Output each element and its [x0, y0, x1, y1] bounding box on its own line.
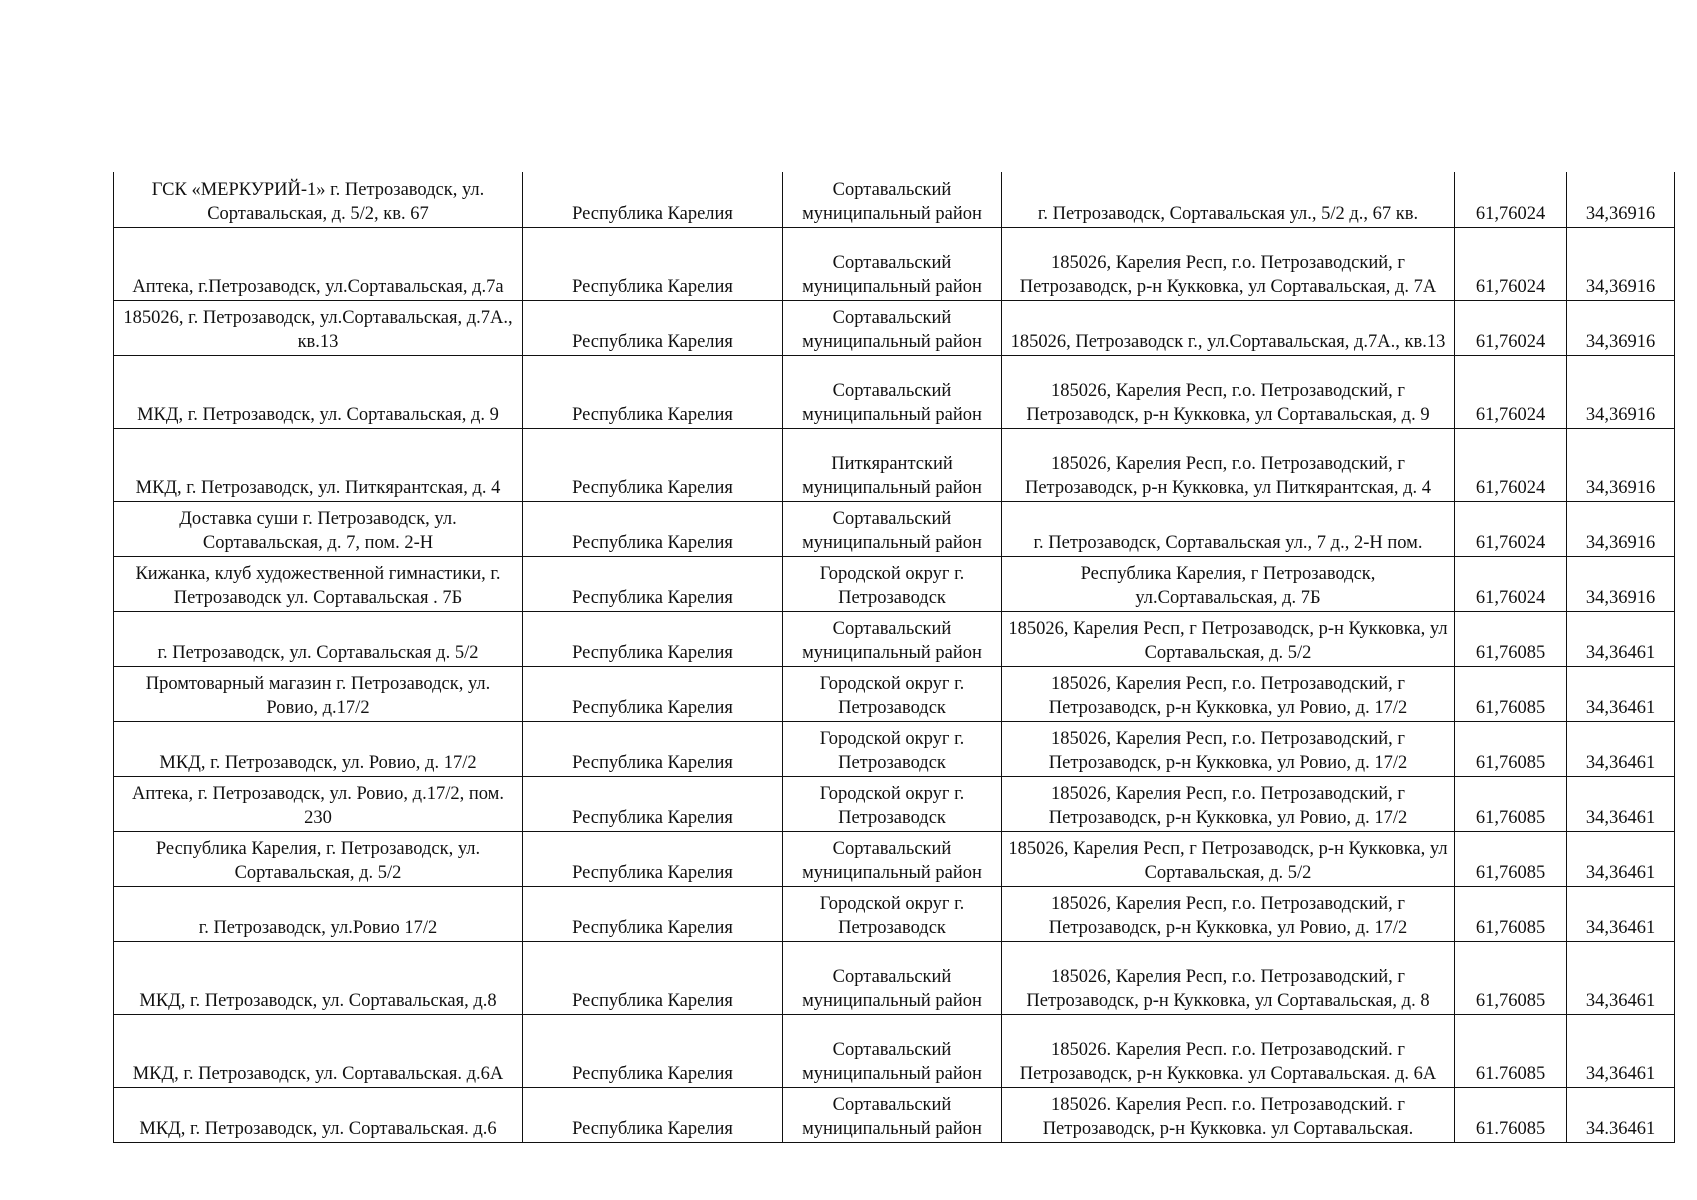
- region-cell-text: Республика Карелия: [572, 1119, 733, 1139]
- latitude-cell: 61,76085: [1455, 942, 1567, 1015]
- longitude-cell: 34,36461: [1567, 832, 1675, 887]
- object-name-cell: Республика Карелия, г. Петрозаводск, ул. Сортавальская, д. 5/2: [114, 832, 523, 887]
- longitude-cell: 34,36461: [1567, 942, 1675, 1015]
- object-name-cell: ГСК «МЕРКУРИЙ-1» г. Петрозаводск, ул. Сортавальская, д. 5/2, кв. 67: [114, 172, 523, 228]
- address-cell: 185026. Карелия Респ. г.о. Петрозаводский. г Петрозаводск, р-н Кукковка. ул Сортавальская. д. 6А: [1002, 1015, 1455, 1088]
- latitude-cell: [1455, 1088, 1567, 1143]
- district-cell: Сортавальский муниципальный район: [783, 228, 1002, 301]
- object-name-cell: [114, 1088, 523, 1143]
- longitude-cell: 34,36916: [1567, 356, 1675, 429]
- region-cell: [523, 1088, 783, 1143]
- table-row: [114, 557, 1675, 612]
- table-row: [114, 777, 1675, 832]
- object-name-cell: Кижанка, клуб художественной гимнастики, г. Петрозаводск ул. Сортавальская . 7Б: [114, 557, 523, 612]
- object-name-cell: 185026, г. Петрозаводск, ул.Сортавальская, д.7А., кв.13: [114, 301, 523, 356]
- address-cell: 185026, Карелия Респ, г Петрозаводск, р-н Кукковка, ул Сортавальская, д. 5/2: [1002, 832, 1455, 887]
- table-row: [114, 429, 1675, 502]
- district-cell: Сортавальский муниципальный район: [783, 301, 1002, 356]
- latitude-cell: 61,76024: [1455, 502, 1567, 557]
- table-row: [114, 356, 1675, 429]
- latitude-cell: 61,76085: [1455, 832, 1567, 887]
- latitude-cell: 61,76024: [1455, 172, 1567, 228]
- object-name-cell: МКД, г. Петрозаводск, ул. Питкярантская, д. 4: [114, 429, 523, 502]
- address-table-body: [114, 172, 1675, 1143]
- region-cell: Республика Карелия: [523, 502, 783, 557]
- region-cell: Республика Карелия: [523, 832, 783, 887]
- district-cell-text: Сортавальский муниципальный район: [802, 1095, 982, 1139]
- object-name-cell: МКД, г. Петрозаводск, ул. Сортавальская, д. 9: [114, 356, 523, 429]
- object-name-cell: Аптека, г.Петрозаводск, ул.Сортавальская, д.7а: [114, 228, 523, 301]
- region-cell: Республика Карелия: [523, 942, 783, 1015]
- object-name-cell: МКД, г. Петрозаводск, ул. Сортавальская. д.6А: [114, 1015, 523, 1088]
- latitude-cell: 61,76085: [1455, 777, 1567, 832]
- longitude-cell: 34,36461: [1567, 887, 1675, 942]
- latitude-cell: 61,76024: [1455, 557, 1567, 612]
- district-cell: Городской округ г. Петрозаводск: [783, 777, 1002, 832]
- address-cell: Республика Карелия, г Петрозаводск, ул.Сортавальская, д. 7Б: [1002, 557, 1455, 612]
- address-cell: [1002, 1088, 1455, 1143]
- address-cell: 185026, Карелия Респ, г.о. Петрозаводский, г Петрозаводск, р-н Кукковка, ул Ровио, д. 17/2: [1002, 722, 1455, 777]
- region-cell: Республика Карелия: [523, 172, 783, 228]
- district-cell: Сортавальский муниципальный район: [783, 1015, 1002, 1088]
- table-row: [114, 172, 1675, 228]
- latitude-cell: 61,76085: [1455, 612, 1567, 667]
- district-cell: Сортавальский муниципальный район: [783, 942, 1002, 1015]
- address-cell: 185026, Карелия Респ, г.о. Петрозаводский, г Петрозаводск, р-н Кукковка, ул Ровио, д. 17/2: [1002, 667, 1455, 722]
- address-cell: 185026, Петрозаводск г., ул.Сортавальская, д.7А., кв.13: [1002, 301, 1455, 356]
- object-name-cell: МКД, г. Петрозаводск, ул. Сортавальская, д.8: [114, 942, 523, 1015]
- latitude-cell: 61,76024: [1455, 301, 1567, 356]
- region-cell: Республика Карелия: [523, 1015, 783, 1088]
- longitude-cell: 34,36916: [1567, 429, 1675, 502]
- district-cell: Питкярантский муниципальный район: [783, 429, 1002, 502]
- table-row: [114, 667, 1675, 722]
- object-name-cell: Аптека, г. Петрозаводск, ул. Ровио, д.17/2, пом. 230: [114, 777, 523, 832]
- latitude-cell: 61,76024: [1455, 356, 1567, 429]
- longitude-cell: 34,36916: [1567, 301, 1675, 356]
- address-cell: 185026, Карелия Респ, г.о. Петрозаводский, г Петрозаводск, р-н Кукковка, ул Сортавальская, д. 7А: [1002, 228, 1455, 301]
- district-cell: Сортавальский муниципальный район: [783, 612, 1002, 667]
- longitude-cell: 34,36461: [1567, 777, 1675, 832]
- district-cell: Городской округ г. Петрозаводск: [783, 887, 1002, 942]
- table-row: [114, 832, 1675, 887]
- object-name-cell: г. Петрозаводск, ул. Сортавальская д. 5/2: [114, 612, 523, 667]
- longitude-cell: [1567, 1088, 1675, 1143]
- table-row: [114, 1015, 1675, 1088]
- region-cell: Республика Карелия: [523, 429, 783, 502]
- region-cell: Республика Карелия: [523, 356, 783, 429]
- district-cell: Городской округ г. Петрозаводск: [783, 557, 1002, 612]
- region-cell: Республика Карелия: [523, 612, 783, 667]
- district-cell: [783, 1088, 1002, 1143]
- latitude-cell-text: 61.76085: [1475, 1119, 1546, 1139]
- region-cell: Республика Карелия: [523, 722, 783, 777]
- district-cell: Городской округ г. Петрозаводск: [783, 722, 1002, 777]
- address-cell-text: 185026. Карелия Респ. г.о. Петрозаводский. г Петрозаводск, р-н Кукковка. ул Сортавальская.: [1042, 1095, 1414, 1139]
- table-row: [114, 887, 1675, 942]
- latitude-cell: 61.76085: [1455, 1015, 1567, 1088]
- longitude-cell: 34,36916: [1567, 502, 1675, 557]
- table-row: [114, 1088, 1675, 1143]
- table-row: [114, 228, 1675, 301]
- latitude-cell: 61,76085: [1455, 722, 1567, 777]
- region-cell: Республика Карелия: [523, 301, 783, 356]
- region-cell: Республика Карелия: [523, 557, 783, 612]
- address-table: [113, 172, 1675, 1143]
- region-cell: Республика Карелия: [523, 667, 783, 722]
- district-cell: Сортавальский муниципальный район: [783, 172, 1002, 228]
- region-cell: Республика Карелия: [523, 887, 783, 942]
- district-cell: Городской округ г. Петрозаводск: [783, 667, 1002, 722]
- object-name-cell: Доставка суши г. Петрозаводск, ул. Сортавальская, д. 7, пом. 2-Н: [114, 502, 523, 557]
- longitude-cell: 34,36916: [1567, 228, 1675, 301]
- address-cell: г. Петрозаводск, Сортавальская ул., 5/2 д., 67 кв.: [1002, 172, 1455, 228]
- longitude-cell: 34,36461: [1567, 667, 1675, 722]
- address-cell: 185026, Карелия Респ, г.о. Петрозаводский, г Петрозаводск, р-н Кукковка, ул Сортавальская, д. 9: [1002, 356, 1455, 429]
- address-cell: 185026, Карелия Респ, г.о. Петрозаводский, г Петрозаводск, р-н Кукковка, ул Питкярантская, д. 4: [1002, 429, 1455, 502]
- object-name-cell-text: МКД, г. Петрозаводск, ул. Сортавальская. д.6: [139, 1119, 497, 1139]
- region-cell: Республика Карелия: [523, 777, 783, 832]
- table-row: [114, 942, 1675, 1015]
- address-cell: г. Петрозаводск, Сортавальская ул., 7 д., 2-Н пом.: [1002, 502, 1455, 557]
- table-row: [114, 301, 1675, 356]
- longitude-cell: 34,36461: [1567, 612, 1675, 667]
- district-cell: Сортавальский муниципальный район: [783, 832, 1002, 887]
- latitude-cell: 61,76085: [1455, 887, 1567, 942]
- latitude-cell: 61,76085: [1455, 667, 1567, 722]
- address-cell: 185026, Карелия Респ, г.о. Петрозаводский, г Петрозаводск, р-н Кукковка, ул Сортавальская, д. 8: [1002, 942, 1455, 1015]
- table-row: [114, 502, 1675, 557]
- longitude-cell: 34,36461: [1567, 1015, 1675, 1088]
- district-cell: Сортавальский муниципальный район: [783, 356, 1002, 429]
- district-cell: Сортавальский муниципальный район: [783, 502, 1002, 557]
- latitude-cell: 61,76024: [1455, 429, 1567, 502]
- object-name-cell: МКД, г. Петрозаводск, ул. Ровио, д. 17/2: [114, 722, 523, 777]
- address-cell: 185026, Карелия Респ, г.о. Петрозаводский, г Петрозаводск, р-н Кукковка, ул Ровио, д. 17/2: [1002, 777, 1455, 832]
- object-name-cell: г. Петрозаводск, ул.Ровио 17/2: [114, 887, 523, 942]
- address-cell: 185026, Карелия Респ, г.о. Петрозаводский, г Петрозаводск, р-н Кукковка, ул Ровио, д. 17/2: [1002, 887, 1455, 942]
- longitude-cell: 34,36916: [1567, 557, 1675, 612]
- region-cell: Республика Карелия: [523, 228, 783, 301]
- longitude-cell: 34,36916: [1567, 172, 1675, 228]
- longitude-cell: 34,36461: [1567, 722, 1675, 777]
- object-name-cell: Промтоварный магазин г. Петрозаводск, ул. Ровио, д.17/2: [114, 667, 523, 722]
- table-row: [114, 722, 1675, 777]
- longitude-cell-text: 34.36461: [1585, 1119, 1656, 1139]
- table-row: [114, 612, 1675, 667]
- address-cell: 185026, Карелия Респ, г Петрозаводск, р-н Кукковка, ул Сортавальская, д. 5/2: [1002, 612, 1455, 667]
- latitude-cell: 61,76024: [1455, 228, 1567, 301]
